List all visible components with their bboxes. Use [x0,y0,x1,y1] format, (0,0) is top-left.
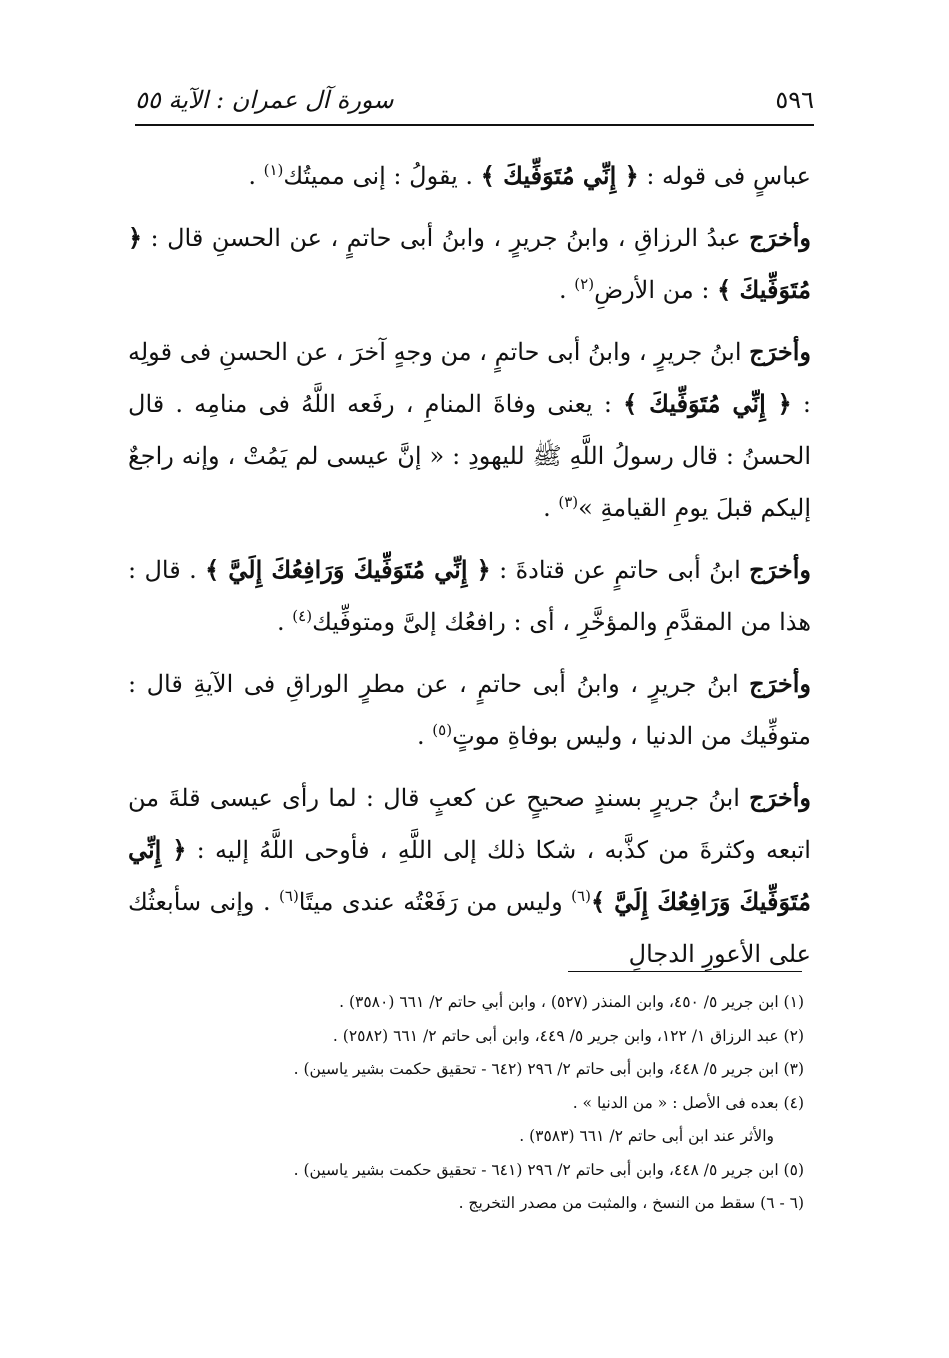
p3-text2: : يعنى وفاةَ المنامِ ، رفَعه اللَّهُ فى منامِه . قال الحسنُ : قال رسولُ اللَّهِ ﷺ لليهودِ : « إنَّ عيسى لم يَمُتْ ، وإنه راجعٌ إليكم قبلَ يومِ القيامةِ » [128,390,811,522]
page-number: ٥٩٦ [775,86,814,114]
quran-verse: ﴿ إِنِّي مُتَوَفِّيكَ ﴾ [480,161,639,190]
footnote-4-continuation: والأثر عند ابن أبى حاتم ٢/ ٦٦١ (٣٥٨٣) . [519,1127,774,1145]
p3-lead: وأخرَج [749,337,811,366]
quran-verse: ﴿ إِنِّي مُتَوَفِّيكَ وَرَافِعُكَ إِلَيَّ ﴾ [128,835,811,916]
footnote-ref-6-end: (٦) [279,887,299,905]
p3-end: . [543,494,551,522]
quran-verse: ﴿ مُتَوَفِّيكَ ﴾ [128,223,811,304]
footnote-6: (٦ - ٦) سقط من النسخ ، والمثبت من مصدر التخريج . [458,1194,804,1212]
footnote-ref-6-start: (٦) [571,887,591,905]
footnotes [150,986,804,1221]
p1-end: . [248,162,256,190]
p6-lead: وأخرَج [749,783,811,812]
p6-text: ابنُ جريرٍ بسندٍ صحيحٍ عن كعبٍ قال : لما رأى عيسى قلةَ من اتبعه وكثرةَ من كذَّبه ، شكا ذلك إلى اللَّهِ ، فأوحى اللَّهُ إليه : [128,784,811,864]
paragraph-5 [128,658,811,762]
header-rule [135,124,814,126]
p5-lead: وأخرَج [749,669,811,698]
p2-lead: وأخرَج [749,223,811,252]
quran-verse: ﴿ إِنِّي مُتَوَفِّيكَ ﴾ [623,389,792,418]
p2-text2: : من الأرضِ [594,276,710,304]
main-text [128,150,811,990]
paragraph-3 [128,326,811,534]
footnote-rule [568,971,802,972]
p2-text: عبدُ الرزاقِ ، وابنُ جريرٍ ، وابنُ أبى حاتمٍ ، عن الحسنِ قال : [150,224,741,252]
p6-text3: . وإنى سأبعثُك على الأعورِ الدجالِ [128,888,811,968]
footnote-ref-3: (٣) [558,493,579,511]
footnote-3: (٣) ابن جرير ٥/ ٤٤٨، وابن أبى حاتم ٢/ ٢٩٦ (٦٤٢ - تحقيق حكمت بشير ياسين) . [293,1060,804,1078]
paragraph-4 [128,544,811,648]
p4-lead: وأخرَج [749,555,811,584]
paragraph-2 [128,212,811,316]
running-title: سورة آل عمران : الآية ٥٥ [135,86,394,114]
p5-end: . [417,722,425,750]
paragraph-1 [128,150,811,202]
footnote-ref-1: (١) [263,161,284,179]
p5-text: ابنُ جريرٍ ، وابنُ أبى حاتمٍ ، عن مطرٍ الوراقِ فى الآيةِ قال : متوفِّيك من الدنيا ، وليس بوفاةِ موتٍ [128,670,811,750]
footnote-2: (٢) عبد الرزاق ١/ ١٢٢، وابن جرير ٥/ ٤٤٩، وابن أبى حاتم ٢/ ٦٦١ (٢٥٨٢) . [332,1026,804,1045]
footnote-4: (٤) بعده فى الأصل : « من الدنيا » . [572,1093,804,1112]
paragraph-6 [128,772,811,980]
p4-end: . [277,608,285,636]
footnote-ref-5: (٥) [432,721,453,739]
p1-text: . يقولُ : إنى مميتُك [283,162,474,190]
p4-text: ابنُ أبى حاتمٍ عن قتادةَ : [499,556,741,584]
p1-intro: عباسٍ فى قوله : [646,162,811,190]
p2-end: . [559,276,567,304]
p6-text2: وليس من رَفَعْتُه عندى ميتًا [298,888,563,916]
footnote-ref-2: (٢) [574,275,595,293]
footnote-1: (١) ابن جرير ٥/ ٤٥٠، وابن المنذر (٥٢٧) ، وابن أبي حاتم ٢/ ٦٦١ (٣٥٨٠) . [339,993,804,1011]
footnote-ref-4: (٤) [292,607,313,625]
p4-text2: . قال : هذا من المقدَّمِ والمؤخَّرِ ، أى : رافعُك إلىَّ ومتوفِّيك [128,556,811,636]
p3-text: ابنُ جريرٍ ، وابنُ أبى حاتمٍ ، من وجهٍ آخرَ ، عن الحسنِ فى قولِه : [128,338,811,418]
footnote-5: (٥) ابن جرير ٥/ ٤٤٨، وابن أبى حاتم ٢/ ٢٩٦ (٦٤١ - تحقيق حكمت بشير ياسين) . [293,1160,804,1179]
page-header [135,78,814,122]
quran-verse: ﴿ إِنِّي مُتَوَفِّيكَ وَرَافِعُكَ إِلَيَّ ﴾ [205,555,491,584]
